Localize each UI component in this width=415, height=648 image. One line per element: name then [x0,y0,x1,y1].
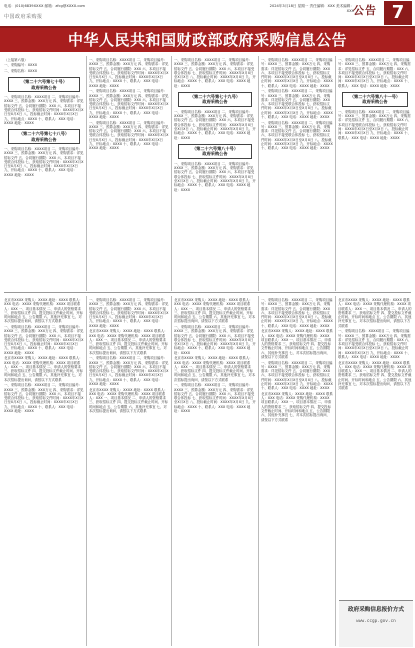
page-banner: 中华人民共和国财政部政府采购信息公告 [0,28,415,52]
text-line: （上接第六版） [4,58,28,62]
notice-body: 北京市XXXX 采购人：XXXX 地址：XXXX 联系人：XXX 电话：XXXX 采购代理机构：XXXX 项目联系人：XXX 一、项目基本情况 二、申请人的资格要求 三、获取招标文件 四、提交投标文件截止时间、开标时间和地点 五、公告期限 六、其他补充事宜 七、对本次招标提出询问，请按以下方式联系 [89,387,169,413]
notice-body: 一、采购项目名称：XXXX项目 二、采购项目编号：XXXX 三、预算金额：XXX万元 四、采购需求：详见招标文件 五、合同履行期限：XXX 六、本项目不接受联合体投标 七、获取招标文件时间：XXXX年X月X日至X月X日 八、投标截止时间：XXXX年X月X日 九、开标地点：XXXX 十、联系人：XXX 电话：XXXX 地址：XXXX [174,109,256,140]
notice-body: 一、采购项目名称：XXXX项目 二、采购项目编号：XXXX 三、预算金额：XXX万元 四、采购需求：详见招标文件 五、合同履行期限：XXX 六、本项目不接受联合体投标 七、获取招标文件时间：XXXX年X月X日至X月X日 八、投标截止时间：XXXX年X月X日 九、开标地点：XXXX 十、联系人：XXX 电话：XXXX 地址：XXXX [4,146,84,177]
notice-body: 北京市XXXX 采购人：XXXX 地址：XXXX 联系人：XXX 电话：XXXX 采购代理机构：XXXX 项目联系人：XXX 一、项目基本情况 二、申请人的资格要求 三、获取招标文件 四、提交投标文件截止时间、开标时间和地点 五、公告期限 六、其他补充事宜 七、对本次招标提出询问，请按以下方式联系 [174,356,256,382]
notice-title-box [8,77,80,92]
notice-body: 一、采购项目名称：XXXX项目 二、采购项目编号：XXXX 三、预算金额：XXX万元 四、采购需求：详见招标文件 五、合同履行期限：XXX 六、本项目不接受联合体投标 七、获取招标文件时间：XXXX年X月X日至X月X日 八、投标截止时间：XXXX年X月X日 九、开标地点：XXXX 十、联系人：XXX 电话：XXXX 地址：XXXX [261,360,333,391]
upper-column-5 [338,58,412,290]
newspaper-brand: 中国政府采购报 [4,14,43,20]
notice-body: 北京市XXXX 采购人：XXXX 地址：XXXX 联系人：XXX 电话：XXXX 采购代理机构：XXXX 项目联系人：XXX 一、项目基本情况 二、申请人的资格要求 三、获取招标文件 四、提交投标文件截止时间、开标时间和地点 五、公告期限 六、其他补充事宜 七、对本次招标提出询问，请按以下方式联系 [174,298,256,324]
notice-body: 一、采购项目名称：XXXX项目 二、采购项目编号：XXXX 三、预算金额：XXX万元 四、采购需求：详见招标文件 五、合同履行期限：XXX 六、本项目不接受联合体投标 七、获取招标文件时间：XXXX年X月X日至X月X日 八、投标截止时间：XXXX年X月X日 九、开标地点：XXXX 十、联系人：XXX 电话：XXXX 地址：XXXX [174,383,256,413]
masthead-meta-right: 2024年3月18日 星期一 责任编辑：XXX 美术编辑：XXX [269,4,354,13]
upper-column-1 [4,58,84,290]
section-divider [4,292,411,293]
page-number: 7 [384,1,412,25]
column-divider [335,296,336,646]
upper-column-3 [174,58,256,290]
notice-body: 一、采购项目名称：XXXX项目 二、采购项目编号：XXXX 三、预算金额：XXX万元 四、采购需求：详见招标文件 五、合同履行期限：XXX 六、本项目不接受联合体投标 七、获取招标文件时间：XXXX年X月X日至X月X日 八、投标截止时间：XXXX年X月X日 九、开标地点：XXXX 十、联系人：XXX 电话：XXXX 地址：XXXX [89,356,169,387]
notice-body: 北京市XXXX 采购人：XXXX 地址：XXXX 联系人：XXX 电话：XXXX 采购代理机构：XXXX 项目联系人：XXX 一、项目基本情况 二、申请人的资格要求 三、获取招标文件 四、提交投标文件截止时间、开标时间和地点 五、公告期限 六、其他补充事宜 七、对本次招标提出询问，请按以下方式联系 [261,329,333,360]
notice-body: 一、采购项目名称：XXXX项目 二、采购项目编号：XXXX 三、预算金额：XXX万元 四、采购需求：详见招标文件 五、合同履行期限：XXX 六、本项目不接受联合体投标 七、获取招标文件时间：XXXX年X月X日至X月X日 八、投标截止时间：XXXX年X月X日 九、开标地点：XXXX 十、联系人：XXX 电话：XXXX 地址：XXXX [261,58,333,88]
notice-body: 一、采购项目名称：XXXX项目 二、采购项目编号：XXXX 三、预算金额：XXX万元 四、采购需求：详见招标文件 五、合同履行期限：XXX 六、本项目不接受联合体投标 七、获取招标文件时间：XXXX年X月X日至X月X日 八、投标截止时间：XXXX年X月X日 九、开标地点：XXXX 十、联系人：XXX 电话：XXXX 地址：XXXX [4,383,84,413]
notice-body: 一、采购项目名称：XXXX项目 二、采购项目编号：XXXX 三、预算金额：XXX万元 四、采购需求：详见招标文件 五、合同履行期限：XXX 六、本项目不接受联合体投标 七、获取招标文件时间：XXXX年X月X日至X月X日 八、投标截止时间：XXXX年X月X日 九、开标地点：XXXX 十、联系人：XXX 电话：XXXX 地址：XXXX [338,109,412,140]
notice-body: 北京市XXXX 采购人：XXXX 地址：XXXX 联系人：XXX 电话：XXXX 采购代理机构：XXXX 项目联系人：XXX 一、项目基本情况 二、申请人的资格要求 三、获取招标文件 四、提交投标文件截止时间、开标时间和地点 五、公告期限 六、其他补充事宜 七、对本次招标提出询问，请按以下方式联系 [4,356,84,382]
ad-url: www.ccgp.gov.cn [356,619,396,624]
notice-title: （第二十六号第八十号） [191,145,239,151]
notice-body: 一、采购项目名称：XXXX项目 二、采购项目编号：XXXX 三、预算金额：XXX万元 四、采购需求：详见招标文件 五、合同履行期限：XXX 六、本项目不接受联合体投标 七、获取招标文件时间：XXXX年X月X日至X月X日 八、投标截止时间：XXXX年X月X日 九、开标地点：XXXX 十、联系人：XXX 电话：XXXX 地址：XXXX [261,89,333,120]
bottom-ad-box [339,600,413,647]
column-divider [258,56,259,291]
notice-title: （第二十六号第八十一号） [349,94,401,100]
notice-body: 北京市XXXX 采购人：XXXX 地址：XXXX 联系人：XXX 电话：XXXX 采购代理机构：XXXX 项目联系人：XXX 一、项目基本情况 二、申请人的资格要求 三、获取招标文件 四、提交投标文件截止时间、开标时间和地点 五、公告期限 六、其他补充事宜 七、对本次招标提出询问，请按以下方式联系 [89,329,169,355]
notice-title: （第二十六号第七十八号） [18,131,70,137]
notice-body: 北京市XXXX 采购人：XXXX 地址：XXXX 联系人：XXX 电话：XXXX 采购代理机构：XXXX 项目联系人：XXX 一、项目基本情况 二、申请人的资格要求 三、获取招标文件 四、提交投标文件截止时间、开标时间和地点 五、公告期限 六、其他补充事宜 七、对本次招标提出询问，请按以下方式联系 [338,298,412,328]
ad-title: 政府采购信息报价方式 [348,607,404,613]
column-divider [171,296,172,646]
notice-subtitle: 政府采购公告 [202,151,228,157]
lower-column-5 [338,298,412,598]
notice-title: （第二十六号第七十九号） [189,94,241,100]
notice-body: 一、采购项目名称：XXXX项目 二、采购项目编号：XXXX 三、预算金额：XXX万元 四、采购需求：详见招标文件 五、合同履行期限：XXX 六、本项目不接受联合体投标 七、获取招标文件时间：XXXX年X月X日至X月X日 八、投标截止时间：XXXX年X月X日 九、开标地点：XXXX 十、联系人：XXX 电话：XXXX 地址：XXXX [338,329,412,360]
notice-body: 一、采购项目名称：XXXX项目 二、采购项目编号：XXXX 三、预算金额：XXX万元 四、采购需求：详见招标文件 五、合同履行期限：XXX 六、本项目不接受联合体投标 七、获取招标文件时间：XXXX年X月X日至X月X日 八、投标截止时间：XXXX年X月X日 九、开标地点：XXXX 十、联系人：XXX 电话：XXXX 地址：XXXX [89,58,169,88]
notice-body: 一、采购项目名称：XXXX项目 二、采购项目编号：XXXX 三、预算金额：XXX万元 四、采购需求：详见招标文件 五、合同履行期限：XXX 六、本项目不接受联合体投标 七、获取招标文件时间：XXXX年X月X日至X月X日 八、投标截止时间：XXXX年X月X日 九、开标地点：XXXX 十、联系人：XXX 电话：XXXX 地址：XXXX [338,58,412,88]
notice-body: 一、采购项目名称：XXXX项目 二、采购项目编号：XXXX 三、预算金额：XXX万元 四、采购需求：详见招标文件 五、合同履行期限：XXX 六、本项目不接受联合体投标 七、获取招标文件时间：XXXX年X月X日至X月X日 八、投标截止时间：XXXX年X月X日 九、开标地点：XXXX 十、联系人：XXX 电话：XXXX 地址：XXXX [261,298,333,328]
notice-body: 一、采购项目名称：XXXX项目 二、采购项目编号：XXXX 三、预算金额：XXX万元 四、采购需求：详见招标文件 五、合同履行期限：XXX 六、本项目不接受联合体投标 七、获取招标文件时间：XXXX年X月X日至X月X日 八、投标截止时间：XXXX年X月X日 九、开标地点：XXXX 十、联系人：XXX 电话：XXXX 地址：XXXX [89,298,169,328]
notice-subtitle: 政府采购公告 [31,84,57,90]
masthead-meta-left: 电话：(010)6839XXXX 邮箱：zfcg@XXXX.com [4,4,86,8]
upper-column-4 [261,58,333,290]
notice-subtitle: 政府采购公告 [362,99,388,105]
notice-body: 北京市XXXX 采购人：XXXX 地址：XXXX 联系人：XXX 电话：XXXX 采购代理机构：XXXX 项目联系人：XXX 一、项目基本情况 二、申请人的资格要求 三、获取招标文件 四、提交投标文件截止时间、开标时间和地点 五、公告期限 六、其他补充事宜 七、对本次招标提出询问，请按以下方式联系 [4,298,84,324]
notice-body: 一、采购项目名称：XXXX项目 二、采购项目编号：XXXX 三、预算金额：XXX万元 四、采购需求：详见招标文件 五、合同履行期限：XXX 六、本项目不接受联合体投标 七、获取招标文件时间：XXXX年X月X日至X月X日 八、投标截止时间：XXXX年X月X日 九、开标地点：XXXX 十、联系人：XXX 电话：XXXX 地址：XXXX [89,120,169,151]
notice-title: （第二十六号第七十号） [20,79,68,85]
notice-body: 北京市XXXX 采购人：XXXX 地址：XXXX 联系人：XXX 电话：XXXX 采购代理机构：XXXX 项目联系人：XXX 一、项目基本情况 二、申请人的资格要求 三、获取招标文件 四、提交投标文件截止时间、开标时间和地点 五、公告期限 六、其他补充事宜 七、对本次招标提出询问，请按以下方式联系 [338,360,412,391]
notice-body: 一、采购项目名称：XXXX项目 二、采购项目编号：XXXX 三、预算金额：XXX万元 四、采购需求：详见招标文件 五、合同履行期限：XXX 六、本项目不接受联合体投标 七、获取招标文件时间：XXXX年X月X日至X月X日 八、投标截止时间：XXXX年X月X日 九、开标地点：XXXX 十、联系人：XXX 电话：XXXX 地址：XXXX [174,161,256,192]
column-divider [171,56,172,291]
upper-column-2 [89,58,169,290]
notice-body: 一、采购项目名称：XXXX项目 二、采购项目编号：XXXX 三、预算金额：XXX万元 四、采购需求：详见招标文件 五、合同履行期限：XXX 六、本项目不接受联合体投标 七、获取招标文件时间：XXXX年X月X日至X月X日 八、投标截止时间：XXXX年X月X日 九、开标地点：XXXX 十、联系人：XXX 电话：XXXX 地址：XXXX [174,58,256,88]
notice-title-box [178,144,252,159]
lower-column-2 [89,298,169,646]
notice-body: 一、采购项目名称：XXXX项目 二、采购项目编号：XXXX 三、预算金额：XXX万元 四、采购需求：详见招标文件 五、合同履行期限：XXX 六、本项目不接受联合体投标 七、获取招标文件时间：XXXX年X月X日至X月X日 八、投标截止时间：XXXX年X月X日 九、开标地点：XXXX 十、联系人：XXX 电话：XXXX 地址：XXXX [4,95,84,125]
section-label: 公告 [353,4,377,17]
notice-title-box [178,92,252,107]
column-divider [86,56,87,291]
column-divider [258,296,259,646]
text-line: 二、采购名称：XXXX [4,68,38,73]
lower-column-3 [174,298,256,646]
notice-body: 一、采购项目名称：XXXX项目 二、采购项目编号：XXXX 三、预算金额：XXX万元 四、采购需求：详见招标文件 五、合同履行期限：XXX 六、本项目不接受联合体投标 七、获取招标文件时间：XXXX年X月X日至X月X日 八、投标截止时间：XXXX年X月X日 九、开标地点：XXXX 十、联系人：XXX 电话：XXXX 地址：XXXX [4,324,84,355]
notice-body: 一、采购项目名称：XXXX项目 二、采购项目编号：XXXX 三、预算金额：XXX万元 四、采购需求：详见招标文件 五、合同履行期限：XXX 六、本项目不接受联合体投标 七、获取招标文件时间：XXXX年X月X日至X月X日 八、投标截止时间：XXXX年X月X日 九、开标地点：XXXX 十、联系人：XXX 电话：XXXX 地址：XXXX [261,120,333,151]
text-line: 一、采购编号：XXXX [4,63,38,68]
notice-title-box [8,129,80,144]
masthead [0,0,415,24]
notice-subtitle: 政府采购公告 [31,136,57,142]
column-divider [335,56,336,291]
column-divider [86,296,87,646]
lower-column-4 [261,298,333,646]
lower-column-1 [4,298,84,646]
notice-subtitle: 政府采购公告 [202,99,228,105]
notice-title-box [342,92,408,107]
notice-body: 一、采购项目名称：XXXX项目 二、采购项目编号：XXXX 三、预算金额：XXX万元 四、采购需求：详见招标文件 五、合同履行期限：XXX 六、本项目不接受联合体投标 七、获取招标文件时间：XXXX年X月X日至X月X日 八、投标截止时间：XXXX年X月X日 九、开标地点：XXXX 十、联系人：XXX 电话：XXXX 地址：XXXX [174,324,256,355]
notice-body: 一、采购项目名称：XXXX项目 二、采购项目编号：XXXX 三、预算金额：XXX万元 四、采购需求：详见招标文件 五、合同履行期限：XXX 六、本项目不接受联合体投标 七、获取招标文件时间：XXXX年X月X日至X月X日 八、投标截止时间：XXXX年X月X日 九、开标地点：XXXX 十、联系人：XXX 电话：XXXX 地址：XXXX [89,89,169,120]
notice-body: 北京市XXXX 采购人：XXXX 地址：XXXX 联系人：XXX 电话：XXXX 采购代理机构：XXXX 项目联系人：XXX 一、项目基本情况 二、申请人的资格要求 三、获取招标文件 四、提交投标文件截止时间、开标时间和地点 五、公告期限 六、其他补充事宜 七、对本次招标提出询问，请按以下方式联系 [261,391,333,422]
